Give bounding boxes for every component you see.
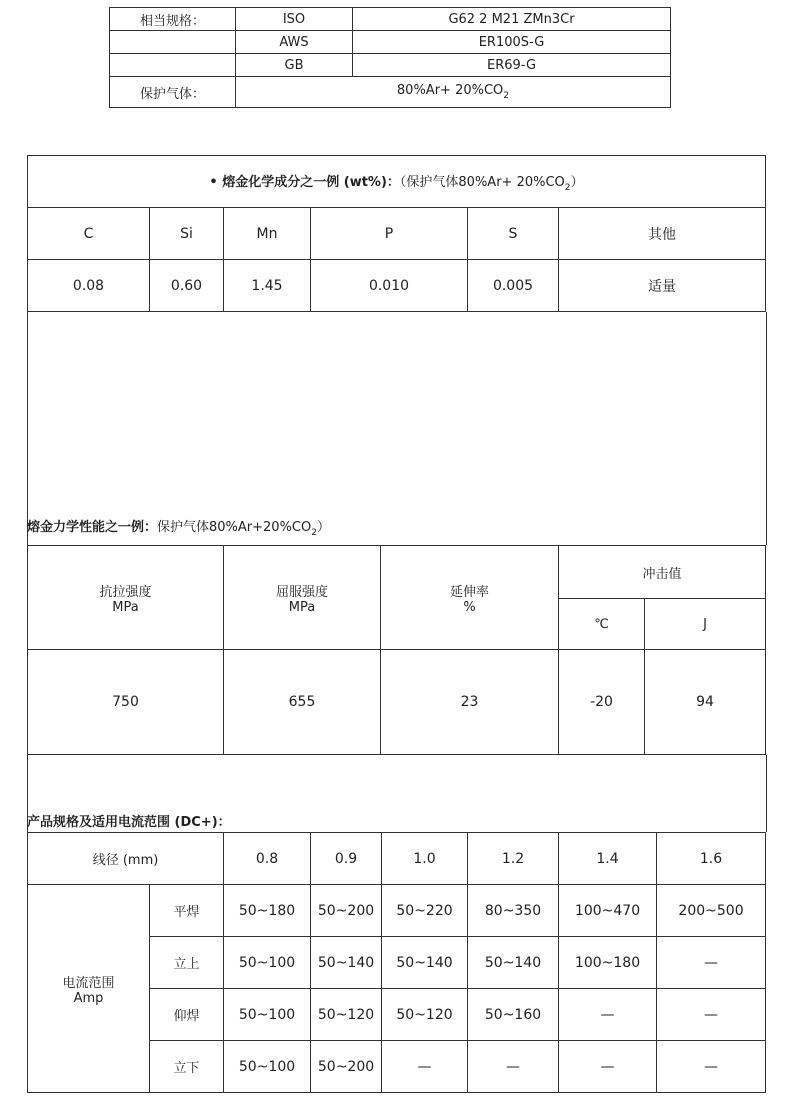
spec-value: ER100S-G: [353, 31, 671, 54]
current-caption: 产品规格及适用电流范围 (DC+)：: [27, 815, 231, 830]
current-value: 200~500: [657, 885, 766, 937]
current-value: 50~100: [224, 989, 311, 1041]
current-value: 50~100: [224, 937, 311, 989]
current-group-label: 电流范围 Amp: [28, 885, 150, 1093]
mech-value: 23: [381, 650, 559, 755]
mech-caption: 熔金力学性能之一例：保护气体$80\%Ar+20\%CO_2$）: [27, 520, 331, 538]
current-value: 100~470: [559, 885, 657, 937]
current-value: 50~120: [382, 989, 468, 1041]
current-value: —: [382, 1041, 468, 1093]
gas-label: 保护气体：: [110, 77, 236, 108]
current-value: —: [657, 989, 766, 1041]
current-value: 80~350: [468, 885, 559, 937]
diameter-value: 0.9: [311, 833, 382, 885]
mech-value: -20: [559, 650, 645, 755]
temp-header: ℃: [559, 599, 645, 650]
chem-header: 其他: [559, 208, 766, 260]
spec-std: AWS: [236, 31, 353, 54]
chem-value: 0.60: [150, 260, 224, 312]
current-value: 50~220: [382, 885, 468, 937]
spec-table: [109, 7, 671, 108]
chem-table: [27, 155, 766, 312]
chem-value-row: [28, 260, 766, 312]
chem-header: Mn: [224, 208, 311, 260]
elongation-header: 延伸率 %: [381, 546, 559, 650]
tensile-header: 抗拉强度 MPa: [28, 546, 224, 650]
diameter-value: 1.6: [657, 833, 766, 885]
current-value: 50~100: [224, 1041, 311, 1093]
diameter-label: 线径 (mm): [28, 833, 224, 885]
current-value: —: [559, 1041, 657, 1093]
current-value: 100~180: [559, 937, 657, 989]
equiv-label: 相当规格：: [110, 8, 236, 31]
position-label: 仰焊: [150, 989, 224, 1041]
mech-value: 94: [645, 650, 766, 755]
current-value: 50~180: [224, 885, 311, 937]
current-value: 50~140: [382, 937, 468, 989]
current-row: [28, 885, 766, 937]
current-value: 50~140: [311, 937, 382, 989]
section-gap: [27, 312, 767, 545]
spec-value: G62 2 M21 ZMn3Cr: [353, 8, 671, 31]
current-value: —: [657, 1041, 766, 1093]
current-value: 50~120: [311, 989, 382, 1041]
position-label: 立上: [150, 937, 224, 989]
diameter-value: 1.2: [468, 833, 559, 885]
diameter-value: 1.0: [382, 833, 468, 885]
spec-value: ER69-G: [353, 54, 671, 77]
impact-header: 冲击值: [559, 546, 766, 599]
spec-row-aws: [110, 31, 671, 54]
current-value: 50~160: [468, 989, 559, 1041]
joule-header: J: [645, 599, 766, 650]
chem-header: C: [28, 208, 150, 260]
current-value: —: [657, 937, 766, 989]
spec-row-gb: [110, 54, 671, 77]
yield-header: 屈服强度 MPa: [224, 546, 381, 650]
mech-value: 655: [224, 650, 381, 755]
chem-header-row: [28, 208, 766, 260]
current-value: —: [559, 989, 657, 1041]
chem-value: 0.010: [311, 260, 468, 312]
spec-std: ISO: [236, 8, 353, 31]
chem-title: • 熔金化学成分之一例 (wt%)：（保护气体$80\%Ar+ 20\%CO_2$）: [28, 156, 766, 208]
mech-table: [27, 545, 766, 755]
position-label: 平焊: [150, 885, 224, 937]
spec-row-gas: [110, 77, 671, 108]
current-value: —: [468, 1041, 559, 1093]
chem-value: 适量: [559, 260, 766, 312]
diameter-row: [28, 833, 766, 885]
chem-header: S: [468, 208, 559, 260]
current-value: 50~200: [311, 1041, 382, 1093]
mech-value: 750: [28, 650, 224, 755]
spec-row-iso: [110, 8, 671, 31]
chem-value: 1.45: [224, 260, 311, 312]
gas-value: $80\%Ar+ 20\%CO_2$: [236, 77, 671, 108]
mech-value-row: [28, 650, 766, 755]
diameter-value: 0.8: [224, 833, 311, 885]
diameter-value: 1.4: [559, 833, 657, 885]
current-value: 50~200: [311, 885, 382, 937]
position-label: 立下: [150, 1041, 224, 1093]
current-table: [27, 832, 766, 1093]
chem-header: P: [311, 208, 468, 260]
chem-value: 0.005: [468, 260, 559, 312]
chem-value: 0.08: [28, 260, 150, 312]
spec-std: GB: [236, 54, 353, 77]
chem-header: Si: [150, 208, 224, 260]
current-value: 50~140: [468, 937, 559, 989]
